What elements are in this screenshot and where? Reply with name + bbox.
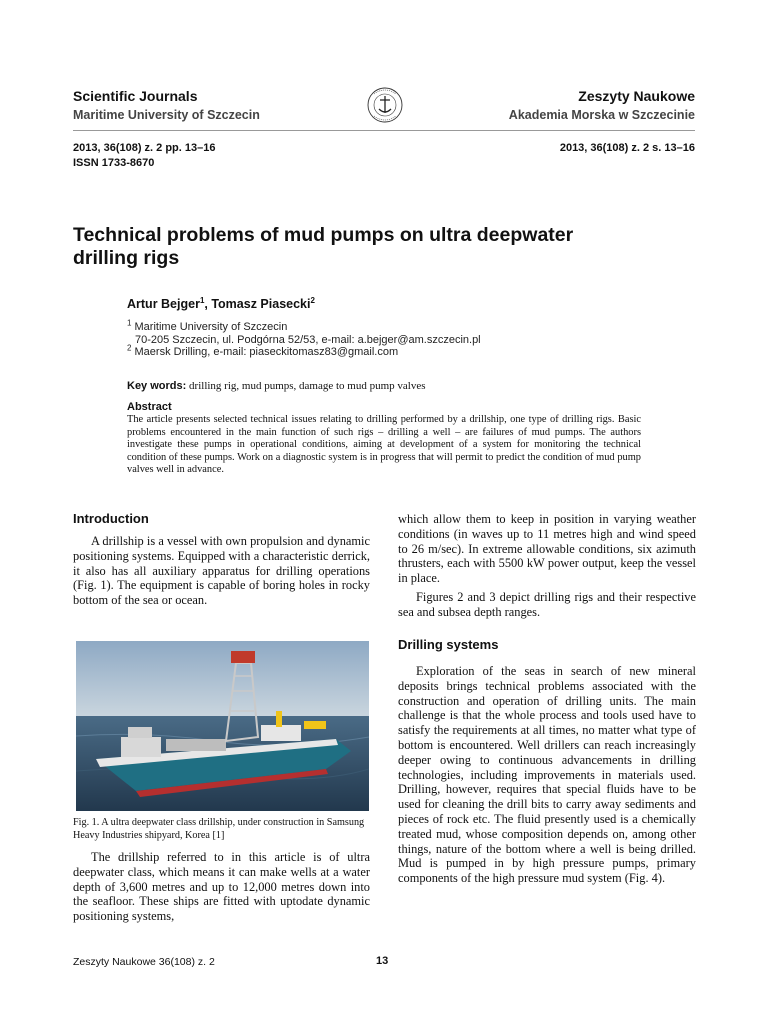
journal-name-pl: Zeszyty Naukowe — [578, 88, 695, 104]
section-heading-introduction: Introduction — [73, 511, 149, 526]
section-heading-drilling-systems: Drilling systems — [398, 637, 499, 652]
affiliation-1 — [127, 318, 481, 346]
affiliation-2 — [127, 343, 399, 359]
affiliation-1-line2: 70-205 Szczecin, ul. Podgórna 52/53, e-mail: a.bejger@am.szczecin.pl — [135, 333, 481, 346]
affiliation-1-line1: Maritime University of Szczecin — [134, 321, 288, 333]
right-paragraph-1: which allow them to keep in position in varying weather conditions (in waves up to 11 metres high and wind speed to 26 m/sec). In extreme allowable conditions, six azimuth thrusters, each with 5500 kW power output, keep the vessel in place. — [398, 512, 696, 586]
journal-name-en: Scientific Journals — [73, 88, 198, 104]
right-paragraph-2: Figures 2 and 3 depict drilling rigs and their respective sea and subsea depth ranges. — [398, 590, 696, 619]
paper-title-line1: Technical problems of mud pumps on ultra deepwater — [73, 224, 574, 246]
author-1-mark: 1 — [199, 295, 205, 305]
university-name-en: Maritime University of Szczecin — [73, 108, 260, 122]
authors — [127, 297, 315, 311]
university-seal-logo — [366, 84, 404, 126]
abstract-text: The article presents selected technical issues relating to drilling performed by a drillship, one type of drilling rigs. Basic problems encountered in the main function of such rigs – drilling a well – are failures of mud pumps. The authors investigate these pumps in operational conditions, aiming at development of a system for monitoring the technical condition of these pumps. Work on a diagnostic system is in progress that will permit to predict the condition of mud pump valves well in advance. — [127, 414, 641, 475]
affiliation-1-mark: 1 — [127, 318, 132, 328]
university-name-pl: Akademia Morska w Szczecinie — [508, 108, 695, 122]
page-number: 13 — [376, 955, 389, 967]
paper-title — [73, 224, 673, 270]
figure-1-caption: Fig. 1. A ultra deepwater class drillship, under construction in Samsung Heavy Industries shipyard, Korea [1] — [73, 817, 365, 841]
issn: ISSN 1733-8670 — [73, 157, 155, 169]
author-2: Tomasz Piasecki — [211, 297, 311, 311]
abstract-heading: Abstract — [127, 401, 172, 413]
keywords-text: drilling rig, mud pumps, damage to mud pump valves — [186, 380, 426, 392]
drilling-paragraph-1: Exploration of the seas in search of new mineral deposits brings technical problems associated with the construction and operation of drilling units. The main challenge is that the whole process and tools used have to satisfy the requirements at all times, no matter what type of bottom is encountered. Well drillers can reach increasingly deeper owing to continuous advancements in drilling technologies, including improvements in materials used. Drilling, however, requires that special fluids have to be used for cleaning the drill bits to carry away sediments and pieces of rock etc. The fluid presently used is a chemically treated mud, whose composition depends on, among other things, nature of the bottom where a well is being drilled. Mud is pumped in by high pressure pumps, primary components of the high pressure mud system (Fig. 4). — [398, 664, 696, 886]
affiliation-2-line1: Maersk Drilling, e-mail: piaseckitomasz83@gmail.com — [134, 346, 399, 358]
citation-en: 2013, 36(108) z. 2 pp. 13–16 — [73, 142, 216, 154]
keywords-label: Key words: — [127, 380, 187, 392]
footer-journal: Zeszyty Naukowe 36(108) z. 2 — [73, 956, 215, 968]
header-rule — [73, 130, 695, 131]
author-1: Artur Bejger — [127, 297, 200, 311]
author-2-mark: 2 — [310, 295, 315, 305]
affiliation-2-mark: 2 — [127, 343, 132, 353]
keywords — [127, 380, 426, 392]
paper-title-line2: drilling rigs — [73, 247, 180, 269]
intro-paragraph-1: A drillship is a vessel with own propulsion and dynamic positioning systems. Equipped with a characteristic derrick, it also has all auxiliary apparatus for drilling operations (Fig. 1). The equipment is capable of boring holes in rocky bottom of the sea or ocean. — [73, 534, 370, 608]
author-separator: , — [204, 297, 212, 311]
citation-pl: 2013, 36(108) z. 2 s. 13–16 — [559, 142, 695, 154]
intro-paragraph-2: The drillship referred to in this article is of ultra deepwater class, which means it can make wells at a water depth of 3,600 metres and up to 12,000 metres down into the seafloor. These ships are fitted with uptodate dynamic positioning systems, — [73, 850, 370, 924]
drillship-figure-image — [76, 641, 369, 811]
